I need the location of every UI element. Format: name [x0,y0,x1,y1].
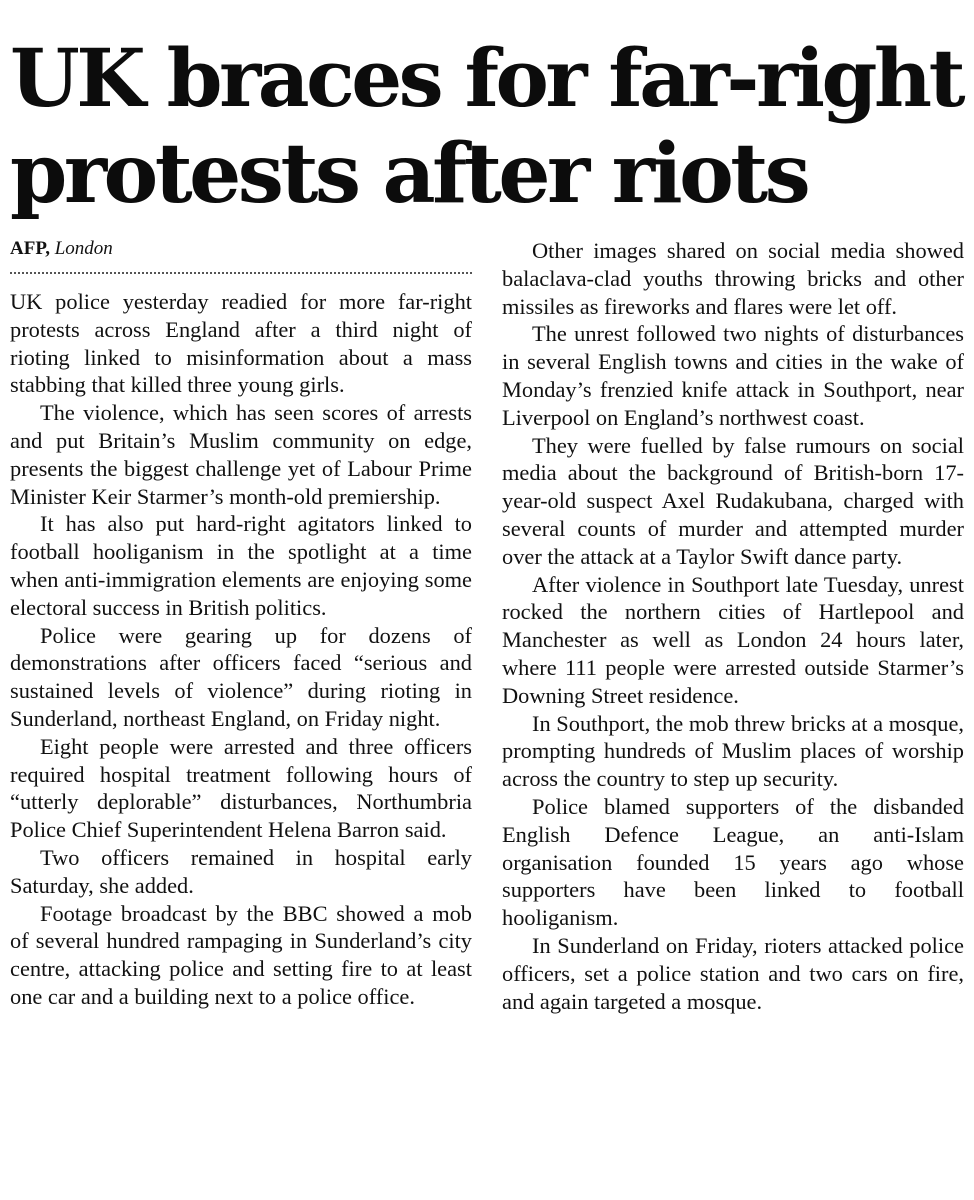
paragraph: The unrest followed two nights of disturbances in several English towns and cities in the wake of Monday’s frenzied knife attack in Southport, near Liverpool on England’s northwest coast. [502,321,964,430]
byline-location: London [54,238,113,259]
paragraph: In Sunderland on Friday, rioters attacked police officers, set a police station and two cars on fire, and again targeted a mosque. [502,932,964,1014]
paragraph: Eight people were arrested and three officers required hospital treatment following hours of “utterly deplorable” disturbances, Northumbria Police Chief Superintendent Helena Barron said. [10,733,472,843]
byline [10,237,472,261]
article-column-right [502,237,964,1015]
paragraph: Police were gearing up for dozens of demonstrations after officers faced “serious and sustained levels of violence” during rioting in Sunderland, northeast England, on Friday night. [10,622,472,731]
byline-divider [10,272,472,274]
paragraph: Police blamed supporters of the disbanded English Defence League, an anti-Islam organisation founded 15 years ago whose supporters have been linked to football hooliganism. [502,793,964,931]
paragraph: Footage broadcast by the BBC showed a mob of several hundred rampaging in Sunderland’s city centre, attacking police and setting fire to at least one car and a building next to a police office. [10,900,472,1009]
paragraph: Two officers remained in hospital early Saturday, she added. [10,844,472,898]
paragraph: In Southport, the mob threw bricks at a mosque, prompting hundreds of Muslim places of worship across the country to step up security. [502,710,964,792]
paragraph: They were fuelled by false rumours on social media about the background of British-born 17-year-old suspect Axel Rudakubana, charged with several counts of murder and attempted murder over the attack at a Taylor Swift dance party. [502,432,964,569]
paragraph: The violence, which has seen scores of arrests and put Britain’s Muslim community on edge, presents the biggest challenge yet of Labour Prime Minister Keir Starmer’s month-old premiership. [10,400,472,509]
headline [10,30,966,222]
article-column-left [10,288,472,1011]
headline-line-2: protests after riots [10,126,808,222]
paragraph: After violence in Southport late Tuesday, unrest rocked the northern cities of Hartlepool and Manchester as well as London 24 hours later, where 111 people were arrested outside Starmer’s Downing Street residence. [502,571,964,708]
byline-agency: AFP, [10,238,50,259]
paragraph: Other images shared on social media showed balaclava-clad youths throwing bricks and other missiles as fireworks and flares were let off. [502,238,964,319]
paragraph: UK police yesterday readied for more far-right protests across England after a third night of rioting linked to misinformation about a mass stabbing that killed three young girls. [10,289,472,398]
paragraph: It has also put hard-right agitators linked to football hooliganism in the spotlight at a time when anti-immigration elements are enjoying some electoral success in British politics. [10,511,472,620]
headline-line-1: UK braces for far-right [10,31,963,125]
